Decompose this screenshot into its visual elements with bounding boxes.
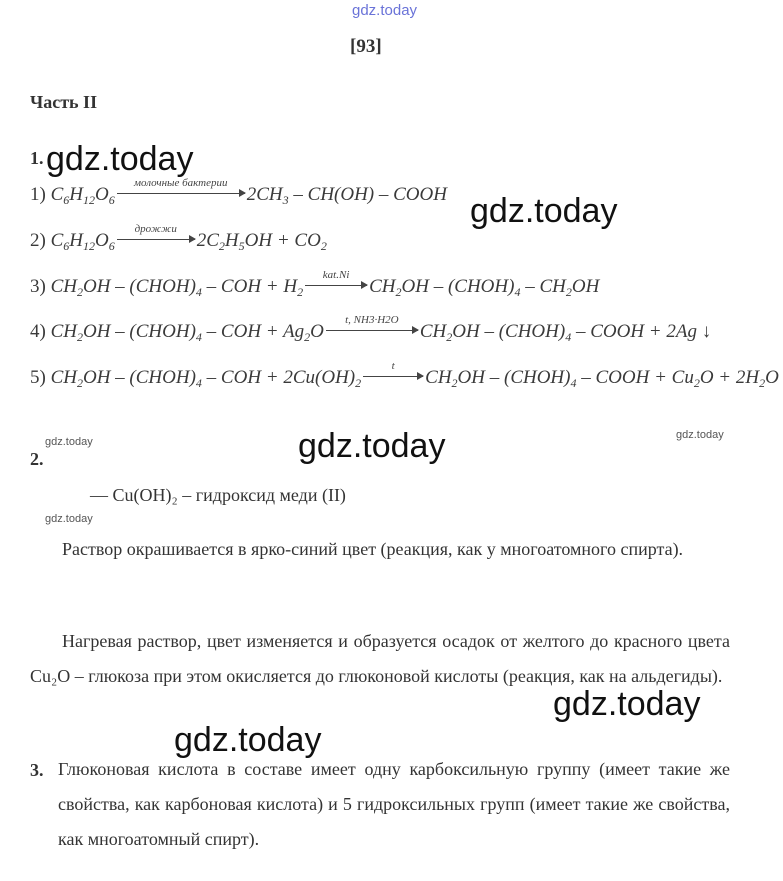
watermark: gdz.today: [298, 427, 446, 465]
question-3-number: 3.: [30, 760, 44, 780]
arrow-label: дрожжи: [134, 223, 177, 235]
equation-number: 4): [30, 321, 51, 342]
arrow-label: t: [391, 360, 395, 372]
reagent-line: — Cu(OH)₂ – гидроксид меди (II): [90, 485, 346, 505]
arrow-label: молочные бактерии: [133, 177, 228, 189]
equation-number: 5): [30, 367, 51, 388]
page-number: [93]: [350, 36, 382, 57]
site-link[interactable]: gdz.today: [352, 2, 418, 19]
question-3-text: Глюконовая кислота в составе имеет одну карбоксильную группу (имеет такие же свойства, как карбоновая кислота) и 5 гидроксильных групп (имеет такие же свойства, как многоатомный спирт).: [58, 759, 730, 849]
watermark-small: gdz.today: [45, 436, 93, 448]
equation-1: 1) $C_6H_{12}O_6$ молочные бактерии $2CH_3 - CH(OH)$ – COOH: [30, 177, 447, 207]
watermark: gdz.today: [174, 721, 322, 759]
watermark: gdz.today: [553, 685, 701, 723]
reaction-arrow: [363, 360, 423, 377]
reaction-arrow: [117, 177, 245, 194]
watermark-small: gdz.today: [676, 429, 724, 441]
part-title: Часть II: [30, 92, 98, 112]
equation-5: 5) $CH_2OH$ – $(CHOH)_4$ – COH + $2Cu(OH)_2$ t $CH_2OH$ – $(CHOH)_4$ – COOH + $Cu_2O + 2H_2O$: [30, 360, 779, 390]
reaction-arrow: [326, 314, 418, 331]
equation-number: 2): [30, 230, 51, 251]
reaction-arrow: [117, 223, 195, 240]
watermark-small: gdz.today: [45, 513, 93, 525]
arrow-label: t, NH3·H2O: [345, 314, 399, 326]
paragraph-color-change: Раствор окрашивается в ярко-синий цвет (реакция, как у многоатомного спирта).: [62, 539, 684, 559]
watermark: gdz.today: [470, 192, 618, 230]
arrow-label: kat.Ni: [322, 269, 350, 281]
equation-number: 1): [30, 184, 51, 205]
equation-2: 2) $C_6H_{12}O_6$ дрожжи $2C_2H_5OH + CO_2$: [30, 223, 327, 253]
equation-3: 3) $CH_2OH$ – $(CHOH)_4$ – COH + $H_2$ kat.Ni $CH_2OH$ – $(CHOH)_4 - CH_2OH$: [30, 269, 600, 299]
question-2-number: 2.: [30, 449, 44, 469]
watermark: gdz.today: [46, 140, 194, 178]
equation-number: 3): [30, 276, 51, 297]
paragraph-heating: Нагревая раствор, цвет изменяется и образуется осадок от желтого до красного цвета Cu₂O – глюкоза при этом окисляется до глюконовой кислоты (реакция, как на альдегиды).: [30, 631, 730, 686]
equation-4: 4) $CH_2OH$ – $(CHOH)_4$ – COH + $Ag_2O$ t, NH3·H2O $CH_2OH$ – $(CHOH)_4$ – COOH + 2Ag ↓: [30, 314, 712, 344]
reaction-arrow: [305, 269, 367, 286]
question-1-number: 1.: [30, 148, 44, 168]
